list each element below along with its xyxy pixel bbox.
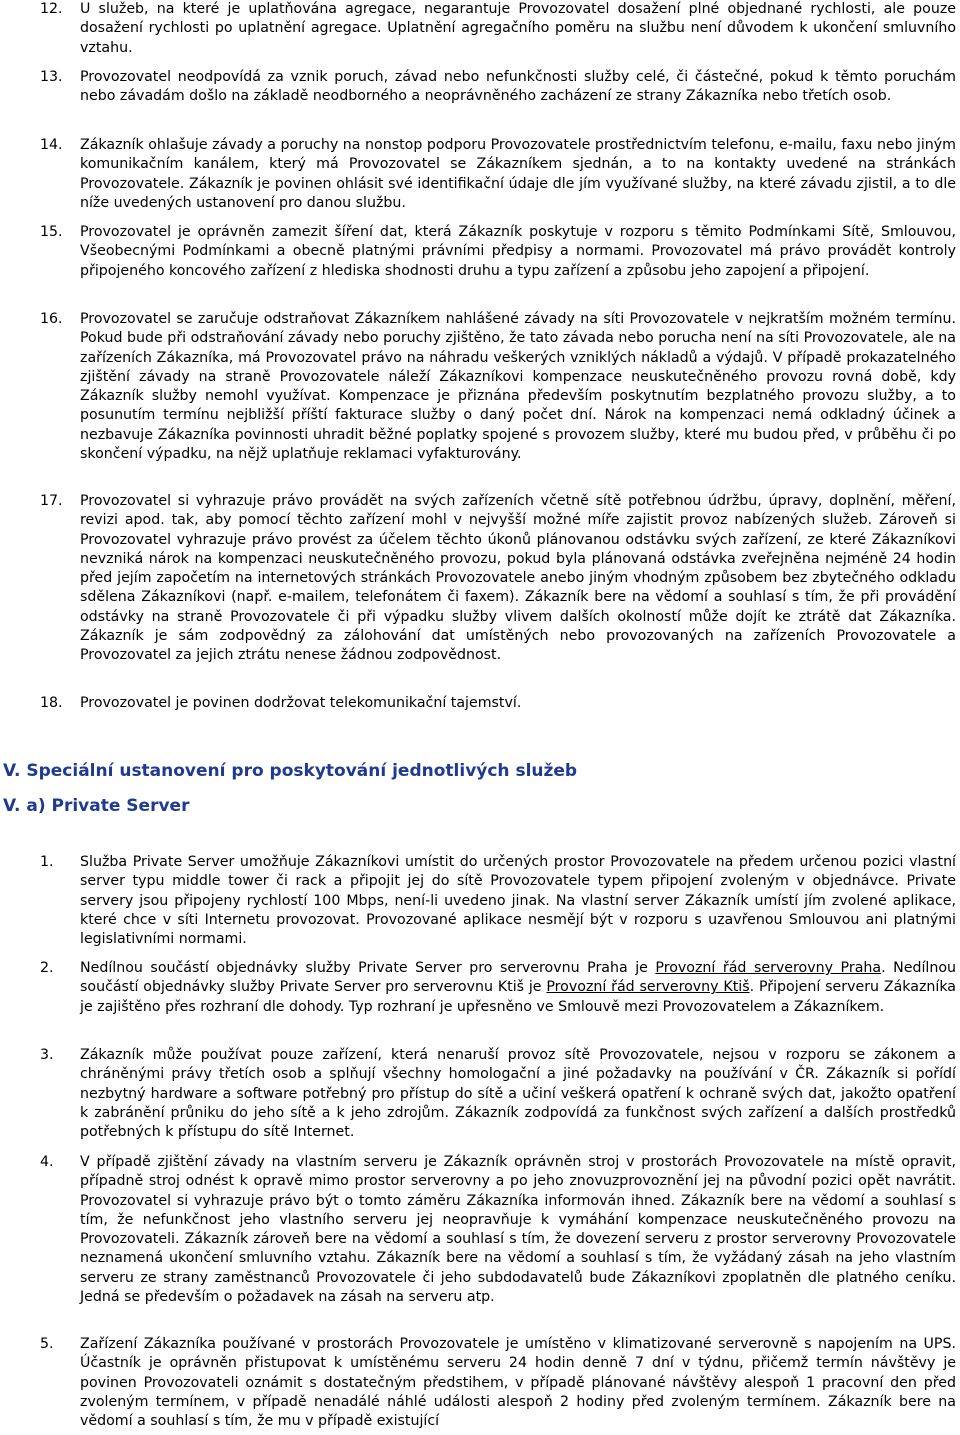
item-text: V případě zjištění závady na vlastním serveru je Zákazník oprávněn stroj v prostorách Provozovatele na místě opravit, případně stroj odnést k opravě mimo prostor serverovny a po jeho znovuzprovoznění jej na původní pozici opět navrátit. Provozovatel si vyhrazuje právo být o tomto záměru Zákazníka informován ihned. Zákazník bere na vědomí a souhlasí s tím, že nefunkčnost jeho vlastního serveru jej neopravňuje k vymáhání kompenzace neuskutečněného provozu na Provozovateli. Zákazník zároveň bere na vědomí a souhlasí s tím, že dovezení serveru z prostor serverovny Provozovatele neznamená ukončení smluvního vztahu. Zákazník bere na vědomí a souhlasí s tím, že vyžádaný zásah na jeho vlastním serveru ze strany zaměstnanců Provozovatele či jeho subdodavatelů bude Zákazníkovi zpoplatněn dle platného ceníku. Jedná se především o požadavek na zásah na serveru atp. bbox=[80, 1154, 956, 1306]
item-text: Provozovatel je povinen dodržovat telekomunikační tajemství. bbox=[80, 695, 522, 711]
item-number: 15. bbox=[40, 224, 63, 240]
item-text-part: . Nedílnou součástí objednávky služby Private Server pro serverovnu Ktiš je bbox=[80, 960, 957, 996]
item-number: 12. bbox=[40, 1, 63, 17]
item-number: 17. bbox=[40, 493, 63, 509]
item-text: Provozovatel si vyhrazuje právo provádět na svých zařízeních včetně sítě potřebnou údržbu, úpravy, doplnění, měření, revizi apod. tak, aby pomocí těchto zařízení mohl v nejvyšší možné míře zajistit provoz nabízených služeb. Zároveň si Provozovatel vyhrazuje právo provést za účelem těchto úkonů plánovanou odstávku svých zařízení, ze které Zákazníkovi nevzniká nárok na kompenzaci neuskutečněného provozu, pokud byla plánovaná odstávka zveřejněna nejméně 24 hodin před jejím započetím na internetových stránkách Provozovatele anebo jiným vhodným způsobem bez zbytečného odkladu sdělena Zákazníkovi (např. e-mailem, telefonátem či faxem). Zákazník bere na vědomí a souhlasí s tím, že při provádění odstávky na straně Provozovatele či při výpadku služby vlivem dalších okolností může dojít ke ztrátě dat Zákazníka. Zákazník je sám zodpovědný za zálohování dat umístěných nebo provozovaných na zařízeních Provozovatele a Provozovatel za jejich ztrátu nenese žádnou zodpovědnost. bbox=[80, 493, 956, 664]
item-text: Provozovatel je oprávněn zamezit šíření dat, která Zákazník poskytuje v rozporu s těmito Podmínkami Sítě, Smlouvou, Všeobecnými Podmínkami a obecně platnými právními předpisy a normami. Provozovatel má právo provádět kontroly připojeného koncového zařízení z hlediska shodnosti druhu a typu zařízení a způsobu jeho zapojení a připojení. bbox=[80, 224, 956, 279]
item-number: 16. bbox=[40, 311, 63, 327]
link-provozni-rad-ktis[interactable]: Provozní řád serverovny Ktiš bbox=[546, 979, 750, 996]
item-text: Provozovatel neodpovídá za vznik poruch, závad nebo nefunkčnosti služby celé, či částečné, pokud k těmto poruchám nebo závadám došlo na základě neodborného a neoprávněného zacházení ze strany Zákazníka nebo třetích osob. bbox=[80, 69, 956, 105]
item-number: 5. bbox=[40, 1336, 54, 1352]
item-number: 13. bbox=[40, 69, 63, 85]
item-number: 14. bbox=[40, 137, 63, 153]
item-text: Služba Private Server umožňuje Zákazníkovi umístit do určených prostor Provozovatele na předem určenou pozici vlastní server typu middle tower či rack a připojit jej do sítě Provozovatele typem připojení zvoleným v objednávce. Private servery jsou připojeny rychlostí 100 Mbps, není-li uvedeno jinak. Na vlastní server Zákazník umístí jím zvolené aplikace, které chce v síti Internetu provozovat. Provozované aplikace nesmějí být v rozporu s uzavřenou Smlouvou ani platnými legislativními normami. bbox=[80, 854, 956, 948]
link-provozni-rad-praha[interactable]: Provozní řád serverovny Praha bbox=[655, 960, 882, 976]
item-text: U služeb, na které je uplatňována agregace, negarantuje Provozovatel dosažení plné objednané rychlosti, ale pouze dosažení rychlosti po uplatnění agregace. Uplatnění agregačního poměru na službu není důvodem k ukončení smluvního vztahu. bbox=[80, 1, 956, 56]
item-text: Zařízení Zákazníka používané v prostorách Provozovatele je umístěno v klimatizované serverovně s napojením na UPS. Účastník je oprávněn přistupovat k umístěnému serveru 24 hodin denně 7 dní v týdnu, přičemž termín návštěvy je povinen Provozovateli oznámit s dostatečným předstihem, v případě plánované návštěvy alespoň 1 pracovní den před zvoleným termínem, v případě nenadálé náhlé události alespoň 2 hodiny před zvoleným termínem. Zákazník bere na vědomí a souhlasí s tím, že mu v případě existující bbox=[80, 1336, 956, 1430]
item-text bbox=[80, 959, 956, 1017]
item-text: Zákazník ohlašuje závady a poruchy na nonstop podporu Provozovatele prostřednictvím telefonu, e-mailu, faxu nebo jiným komunikačním kanálem, který má Provozovatel se Zákazníkem sjednán, a to na kontakty uvedené na stránkách Provozovatele. Zákazník je povinen ohlásit své identifikační údaje dle jím využívané služby, na které závadu zjistil, a to dle níže uvedených ustanovení pro danou službu. bbox=[80, 137, 956, 211]
item-text-part: Nedílnou součástí objednávky služby Private Server pro serverovnu Praha je bbox=[80, 960, 656, 976]
section-subheading: V. a) Private Server bbox=[3, 796, 190, 816]
section-heading: V. Speciální ustanovení pro poskytování jednotlivých služeb bbox=[3, 761, 578, 781]
item-number: 3. bbox=[40, 1047, 54, 1063]
item-number: 2. bbox=[40, 960, 54, 976]
item-number: 1. bbox=[40, 854, 54, 870]
item-number: 4. bbox=[40, 1154, 54, 1170]
item-text-part: . Připojení serveru Zákazníka je zajištěno přes rozhraní dle dohody. Typ rozhraní je upřesněno ve Smlouvě mezi Provozovatelem a Zákazníkem. bbox=[80, 979, 956, 1015]
item-text: Zákazník může používat pouze zařízení, která nenaruší provoz sítě Provozovatele, nejsou v rozporu se zákonem a chráněnými právy třetích osob a splňují všechny homologační a jiné požadavky na používání v ČR. Zákazník si pořídí nezbytný hardware a software potřebný pro přístup do sítě a učiní veškerá opatření k ochraně svých dat, jakožto opatření k zabránění průniku do jeho sítě a k jeho zdrojům. Zákazník zodpovídá za funkčnost svých zařízení a dalších prostředků potřebných k přístupu do sítě Internet. bbox=[80, 1047, 956, 1141]
item-number: 18. bbox=[40, 695, 63, 711]
item-text: Provozovatel se zaručuje odstraňovat Zákazníkem nahlášené závady na síti Provozovatele v nejkratším možném termínu. Pokud bude při odstraňování závady nebo poruchy zjištěno, že tato závada nebo porucha není na síti Provozovatele, ale na zařízeních Zákazníka, má Provozovatel právo na náhradu veškerých vzniklých nákladů a výdajů. V případě prokazatelného zjištění závady na straně Provozovatele náleží Zákazníkovi kompenzace neuskutečněného provozu rovná době, kdy Zákazník služby nemohl využívat. Kompenzace je přiznána především poskytnutím bezplatného provozu služby, a to posunutím termínu nejbližší příští fakturace služby o daný počet dní. Nárok na kompenzaci nemá odkladný účinek a nezbavuje Zákazníka povinnosti uhradit běžné poplatky spojené s provozem služby, které mu budou před, v průběhu či po skončení výpadku, na nějž uplatňuje reklamaci vyfakturovány. bbox=[80, 311, 956, 463]
